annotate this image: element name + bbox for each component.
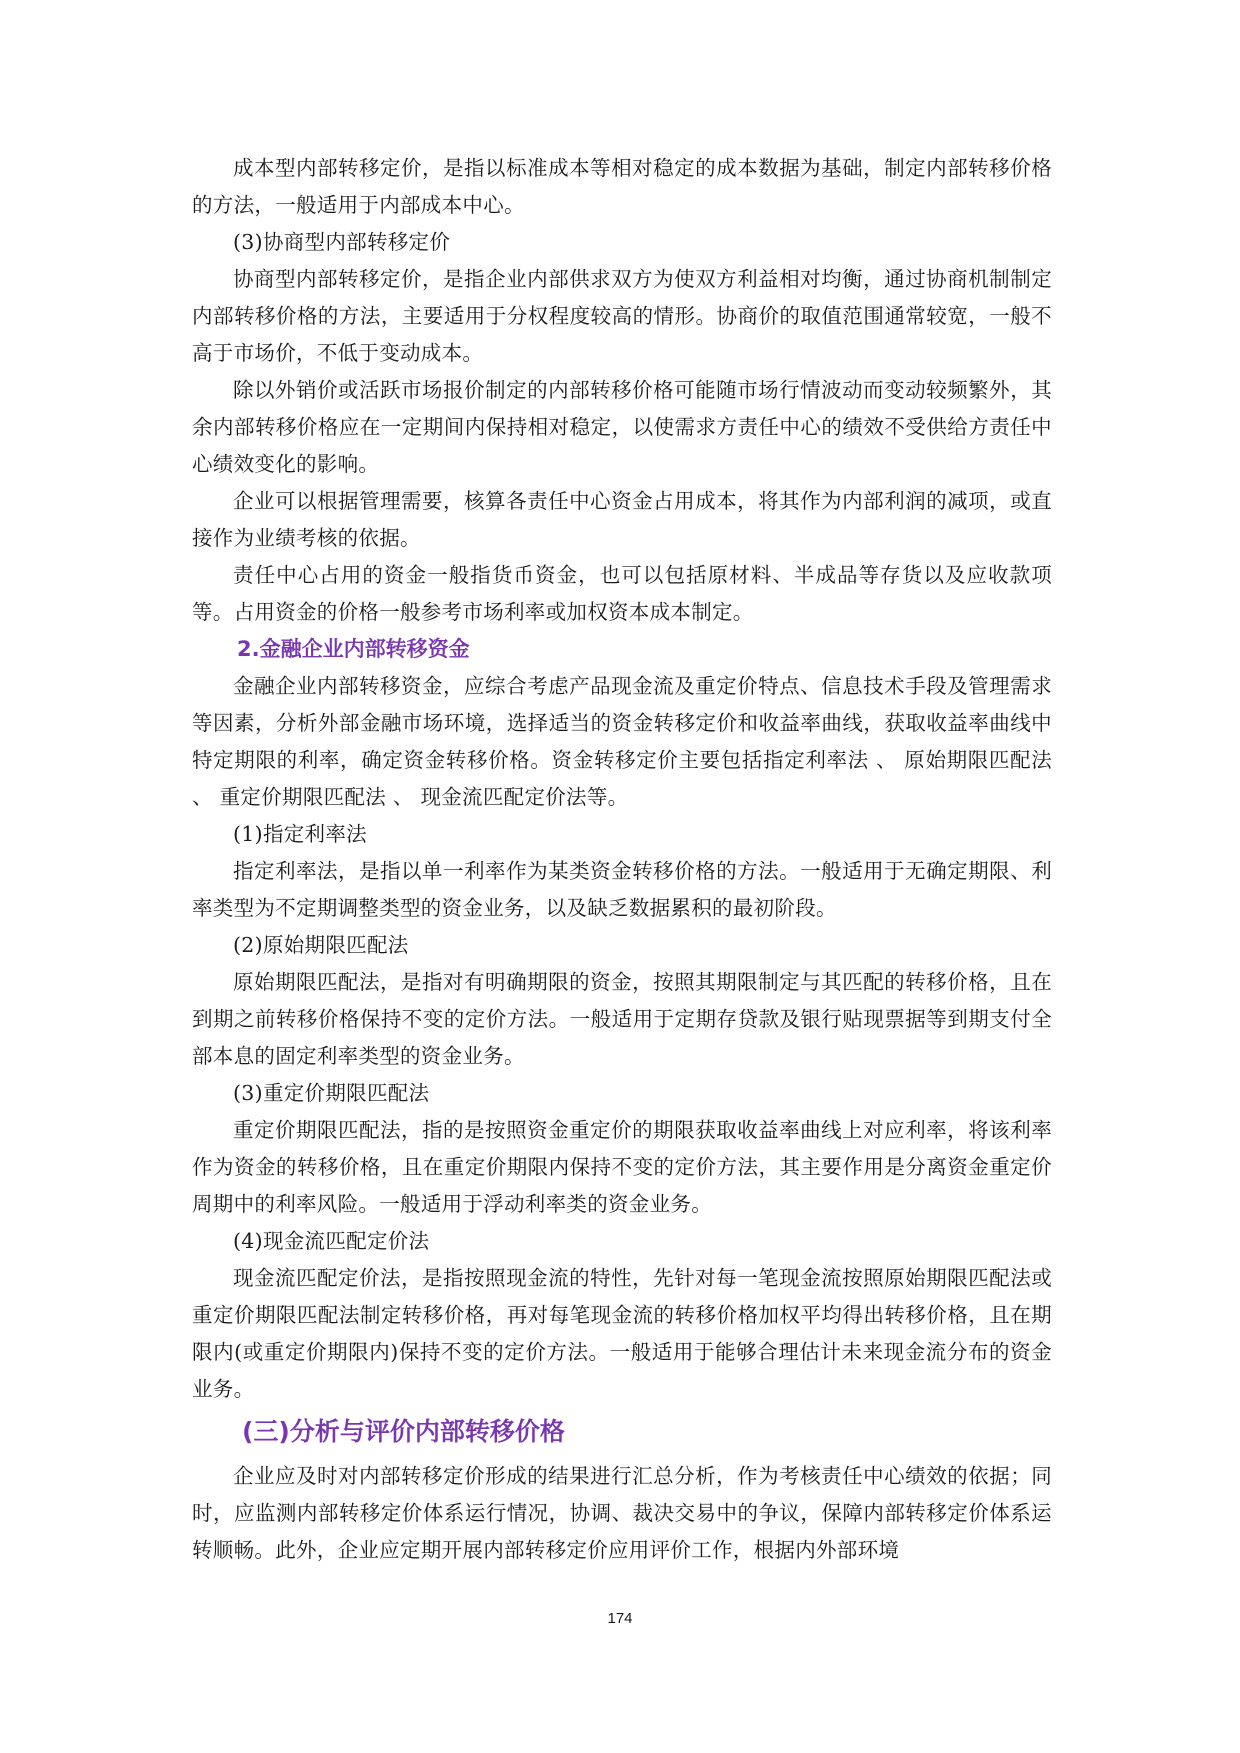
item-heading-repricing-term: (3)重定价期限匹配法 — [233, 1081, 430, 1105]
item-heading-cashflow-matching: (4)现金流匹配定价法 — [233, 1229, 430, 1253]
item-heading-original-term: (2)原始期限匹配法 — [233, 933, 409, 957]
paragraph-original-term: 原始期限匹配法，是指对有明确期限的资金，按照其期限制定与其匹配的转移价格，且在到期之前转移价格保持不变的定价方法。一般适用于定期存贷款及银行贴现票据等到期支付全部本息的固定利率类型的资金业务。 — [192, 970, 1052, 1068]
item-heading-specified-rate: (1)指定利率法 — [233, 822, 367, 846]
document-body — [192, 150, 1052, 1569]
paragraph-occupied-funds: 责任中心占用的资金一般指货币资金，也可以包括原材料、半成品等存货以及应收款项等。占用资金的价格一般参考市场利率或加权资本成本制定。 — [192, 563, 1052, 624]
section-heading-analysis-evaluation: (三)分析与评价内部转移价格 — [242, 1417, 565, 1446]
paragraph-cost-based-pricing: 成本型内部转移定价，是指以标准成本等相对稳定的成本数据为基础，制定内部转移价格的方法，一般适用于内部成本中心。 — [192, 156, 1052, 217]
page-number: 174 — [607, 1610, 633, 1627]
paragraph-financial-transfer: 金融企业内部转移资金，应综合考虑产品现金流及重定价特点、信息技术手段及管理需求等因素，分析外部金融市场环境，选择适当的资金转移定价和收益率曲线，获取收益率曲线中特定期限的利率，确定资金转移价格。资金转移定价主要包括指定利率法 、 原始期限匹配法 、 重定价期限匹配法 、 现金流匹配定价法等。 — [192, 674, 1052, 809]
paragraph-negotiated-pricing: 协商型内部转移定价，是指企业内部供求双方为使双方利益相对均衡，通过协商机制制定内部转移价格的方法，主要适用于分权程度较高的情形。协商价的取值范围通常较宽，一般不高于市场价，不低于变动成本。 — [192, 267, 1052, 365]
paragraph-analysis-evaluation: 企业应及时对内部转移定价形成的结果进行汇总分析，作为考核责任中心绩效的依据；同时，应监测内部转移定价体系运行情况，协调、裁决交易中的争议，保障内部转移定价体系运转顺畅。此外，企业应定期开展内部转移定价应用评价工作，根据内外部环境 — [192, 1464, 1052, 1562]
paragraph-repricing-term: 重定价期限匹配法，指的是按照资金重定价的期限获取收益率曲线上对应利率，将该利率作为资金的转移价格，且在重定价期限内保持不变的定价方法，其主要作用是分离资金重定价周期中的利率风险。一般适用于浮动利率类的资金业务。 — [192, 1118, 1052, 1216]
paragraph-cashflow-matching: 现金流匹配定价法，是指按照现金流的特性，先针对每一笔现金流按照原始期限匹配法或重定价期限匹配法制定转移价格，再对每笔现金流的转移价格加权平均得出转移价格，且在期限内(或重定价期限内)保持不变的定价方法。一般适用于能够合理估计未来现金流分布的资金业务。 — [192, 1266, 1052, 1401]
paragraph-capital-occupation-cost: 企业可以根据管理需要，核算各责任中心资金占用成本，将其作为内部利润的减项，或直接作为业绩考核的依据。 — [192, 489, 1052, 550]
paragraph-price-stability: 除以外销价或活跃市场报价制定的内部转移价格可能随市场行情波动而变动较频繁外，其余内部转移价格应在一定期间内保持相对稳定，以使需求方责任中心的绩效不受供给方责任中心绩效变化的影响。 — [192, 378, 1052, 476]
section-heading-financial-transfer: 2.金融企业内部转移资金 — [237, 637, 470, 661]
paragraph-specified-rate: 指定利率法，是指以单一利率作为某类资金转移价格的方法。一般适用于无确定期限、利率类型为不定期调整类型的资金业务，以及缺乏数据累积的最初阶段。 — [192, 859, 1052, 920]
item-heading-negotiated-pricing: (3)协商型内部转移定价 — [233, 230, 451, 254]
